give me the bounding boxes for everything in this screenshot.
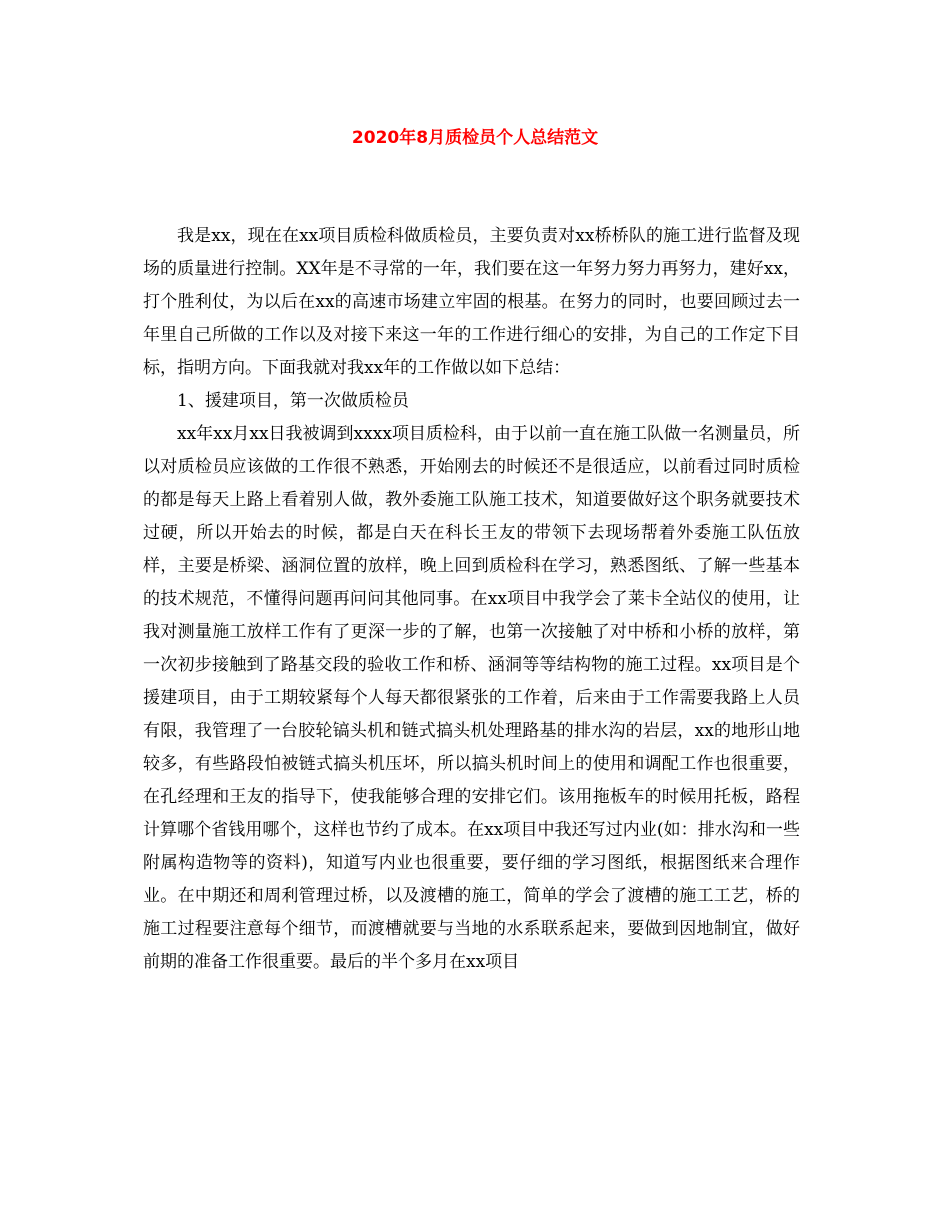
paragraph-section-1: xx年xx月xx日我被调到xxxx项目质检科，由于以前一直在施工队做一名测量员，所以对质检员应该做的工作很不熟悉，开始刚去的时候还不是很适应，以前看过同时质检的都是每天上路上看着别人做，教外委施工队施工技术，知道要做好这个职务就要技术过硬，所以开始去的时候，都是白天在科长王友的带领下去现场帮着外委施工队伍放样，主要是桥梁、涵洞位置的放样，晚上回到质检科在学习，熟悉图纸、了解一些基本的技术规范，不懂得问题再问问其他同事。在xx项目中我学会了莱卡全站仪的使用，让我对测量施工放样工作有了更深一步的了解，也第一次接触了对中桥和小桥的放样，第一次初步接触到了路基交段的验收工作和桥、涵洞等等结构物的施工过程。xx项目是个援建项目，由于工期较紧每个人每天都很紧张的工作着，后来由于工作需要我路上人员有限，我管理了一台胶轮镐头机和链式搞头机处理路基的排水沟的岩层，xx的地形山地较多，有些路段怕被链式搞头机压坏，所以搞头机时间上的使用和调配工作也很重要，在孔经理和王友的指导下，使我能够合理的安排它们。该用拖板车的时候用托板，路程计算哪个省钱用哪个，这样也节约了成本。在xx项目中我还写过内业(如：排水沟和一些附属构造物等的资料)，知道写内业也很重要，要仔细的学习图纸，根据图纸来合理作业。在中期还和周利管理过桥，以及渡槽的施工，简单的学会了渡槽的施工工艺，桥的施工过程要注意每个细节，而渡槽就要与当地的水系联系起来，要做到因地制宜，做好前期的准备工作很重要。最后的半个多月在xx项目 [143, 424, 800, 972]
paragraph-intro: 我是xx，现在在xx项目质检科做质检员，主要负责对xx桥桥队的施工进行监督及现场的质量进行控制。XX年是不寻常的一年，我们要在这一年努力努力再努力，建好xx，打个胜利仗，为以后在xx的高速市场建立牢固的根基。在努力的同时，也要回顾过去一年里自己所做的工作以及对接下来这一年的工作进行细心的安排，为自己的工作定下目标，指明方向。下面我就对我xx年的工作做以如下总结： [143, 226, 800, 378]
document-body [143, 220, 800, 979]
document-title: 2020年8月质检员个人总结范文 [351, 128, 599, 148]
section-heading-1: 1、援建项目，第一次做质检员 [177, 391, 409, 411]
